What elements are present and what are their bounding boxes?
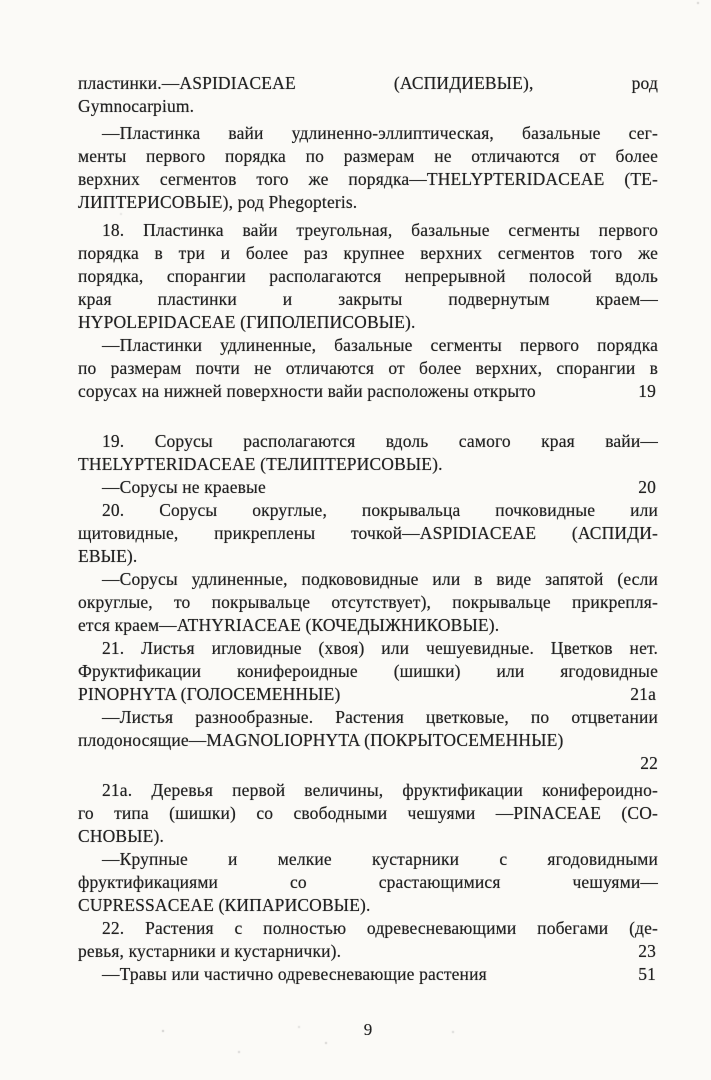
line-text: Фруктификации конифероидные (шишки) или ягодовидные <box>78 661 658 681</box>
line-text: верхних сегментов того же порядка—THELYPTERIDACEAE (ТЕ- <box>78 169 658 189</box>
text-line <box>78 476 658 499</box>
text-line <box>78 683 658 706</box>
line-text: Gymnocarpium. <box>78 96 195 116</box>
text-block <box>78 72 658 986</box>
text-line <box>78 122 658 145</box>
line-text: го типа (шишки) со свободными чешуями —PINACEAE (СО- <box>78 803 658 823</box>
line-text: HYPOLEPIDACEAE (ГИПОЛЕПИСОВЫЕ). <box>78 312 416 332</box>
text-line <box>78 430 658 453</box>
text-line <box>78 95 658 118</box>
line-text: фруктификациями со срастающимися чешуями— <box>78 872 658 892</box>
line-text: 21. Листья игловидные (хвоя) или чешуевидные. Цветков нет. <box>102 638 658 658</box>
text-line <box>78 242 658 265</box>
text-line <box>78 963 658 986</box>
text-line <box>78 453 658 476</box>
text-line <box>78 752 658 775</box>
line-text: порядка, спорангии располагаются непрерывной полосой вдоль <box>78 266 658 286</box>
line-text: по размерам почти не отличаются от более верхних, спорангии в <box>78 358 658 378</box>
text-line <box>78 191 658 214</box>
ref-number: 51 <box>638 964 656 984</box>
text-line <box>78 591 658 614</box>
text-line <box>78 894 658 917</box>
line-text: —Крупные и мелкие кустарники с ягодовидными <box>102 849 658 869</box>
line-text: 18. Пластинка вайи треугольная, базальные сегменты первого <box>102 220 658 240</box>
text-line <box>78 825 658 848</box>
line-text: ЕВЫЕ). <box>78 546 138 566</box>
line-text: щитовидные, прикреплены точкой—ASPIDIACEAE (АСПИДИ- <box>78 523 658 543</box>
text-line <box>78 848 658 871</box>
text-line <box>78 637 658 660</box>
text-line <box>78 311 658 334</box>
text-line <box>78 145 658 168</box>
line-text: —Сорусы удлиненные, подкововидные или в виде запятой (если <box>102 569 658 589</box>
line-text: CUPRESSACEAE (КИПАРИСОВЫЕ). <box>78 895 371 915</box>
line-text: 22 <box>640 753 658 773</box>
ref-number: 19 <box>638 381 656 401</box>
text-line <box>78 72 658 95</box>
line-text: —Пластинки удлиненные, базальные сегменты первого порядка <box>102 335 658 355</box>
text-line <box>78 499 658 522</box>
line-text: —Листья разнообразные. Растения цветковые, по отцветании <box>102 707 658 727</box>
text-line <box>78 660 658 683</box>
line-text: PINOPHYTA (ГОЛОСЕМЕННЫЕ) <box>78 684 341 704</box>
line-text: —Сорусы не краевые <box>102 477 266 497</box>
line-text: —Пластинка вайи удлиненно-эллиптическая, базальные сег- <box>102 123 658 143</box>
line-text: ется краем—ATHYRIACEAE (КОЧЕДЫЖНИКОВЫЕ). <box>78 615 500 635</box>
text-line <box>78 871 658 894</box>
line-text: ревья, кустарники и кустарнички). <box>78 941 342 961</box>
text-line <box>78 614 658 637</box>
line-text: 21а. Деревья первой величины, фруктификации конифероидно- <box>102 780 658 800</box>
line-text: пластинки.—ASPIDIACEAE (АСПИДИЕВЫЕ), род <box>78 73 658 93</box>
ref-number: 20 <box>638 477 656 497</box>
line-text: округлые, то покрывальце отсутствует), покрывальце прикрепля- <box>78 592 658 612</box>
scan-noise <box>0 0 2 2</box>
line-text: края пластинки и закрыты подвернутым краем— <box>78 289 658 309</box>
text-line <box>78 168 658 191</box>
line-text: 20. Сорусы округлые, покрывальца почковидные или <box>102 500 658 520</box>
text-line <box>78 729 658 752</box>
line-text: ЛИПТЕРИСОВЫЕ), род Phegopteris. <box>78 192 358 212</box>
text-line <box>78 219 658 242</box>
text-line <box>78 779 658 802</box>
line-text: THELYPTERIDACEAE (ТЕЛИПТЕРИСОВЫЕ). <box>78 454 443 474</box>
text-line <box>78 522 658 545</box>
text-line <box>78 545 658 568</box>
ref-number: 21а <box>630 684 656 704</box>
text-line <box>78 917 658 940</box>
text-line <box>78 288 658 311</box>
text-line <box>78 380 658 403</box>
ref-number: 23 <box>638 941 656 961</box>
text-line <box>78 334 658 357</box>
text-line <box>78 706 658 729</box>
line-text: порядка в три и более раз крупнее верхних сегментов того же <box>78 243 658 263</box>
text-line <box>78 940 658 963</box>
text-line <box>78 568 658 591</box>
text-line <box>78 265 658 288</box>
text-line <box>78 357 658 380</box>
line-text: плодоносящие—MAGNOLIOPHYTA (ПОКРЫТОСЕМЕННЫЕ) <box>78 730 564 750</box>
page-number: 9 <box>363 1020 373 1039</box>
line-text: 22. Растения с полностью одревесневающими побегами (де- <box>102 918 658 938</box>
line-text: СНОВЫЕ). <box>78 826 164 846</box>
line-text: 19. Сорусы располагаются вдоль самого края вайи— <box>102 431 658 451</box>
line-text: менты первого порядка по размерам не отличаются от более <box>78 146 658 166</box>
line-text: сорусах на нижней поверхности вайи расположены открыто <box>78 381 536 401</box>
line-text: —Травы или частично одревесневающие растения <box>102 964 487 984</box>
text-line <box>78 802 658 825</box>
